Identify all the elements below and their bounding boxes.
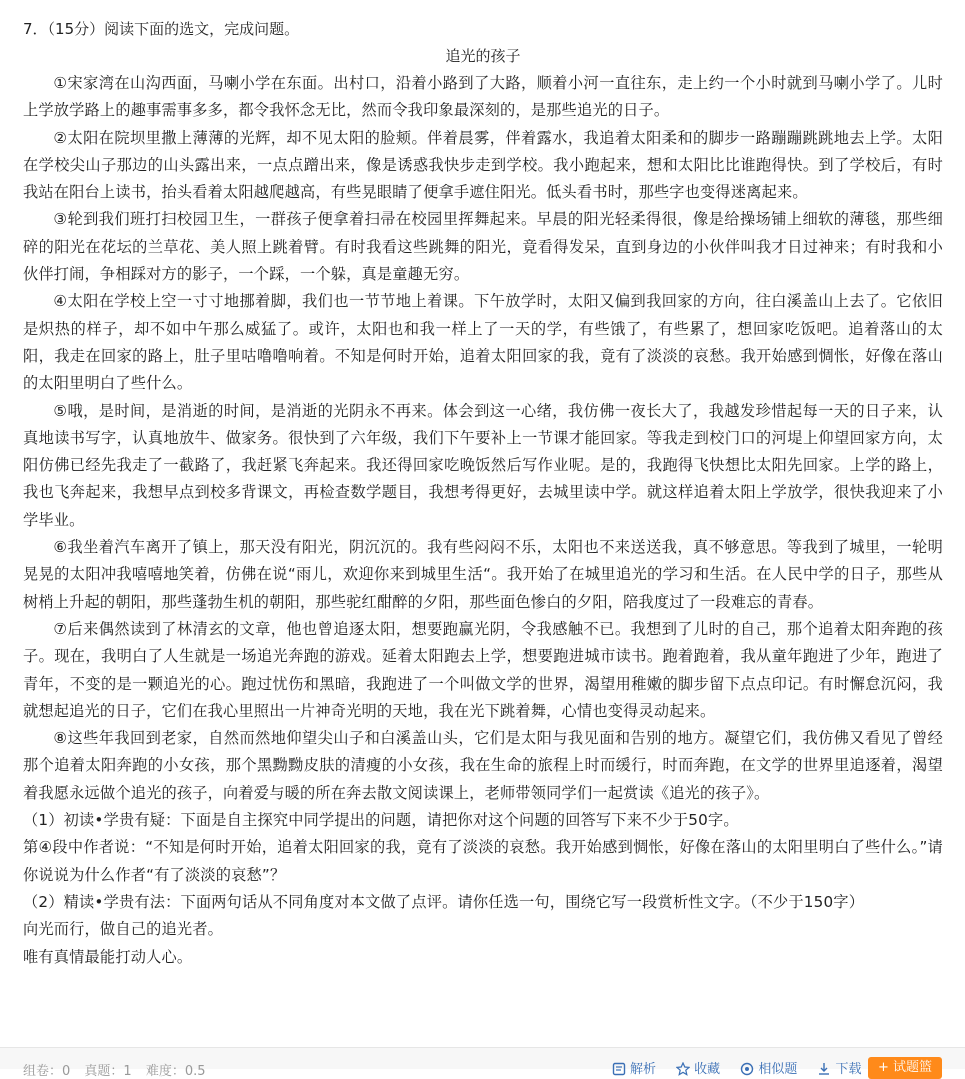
- add-to-basket-button[interactable]: + 试题篮: [868, 1057, 942, 1079]
- similar-icon: [740, 1062, 754, 1076]
- passage-title: 追光的孩子: [445, 47, 521, 65]
- paragraph-3: ③轮到我们班打扫校园卫生，一群孩子便拿着扫帚在校园里挥舞起来。早晨的阳光轻柔得很，像是给操场铺上细软的薄毯，那些细碎的阳光在花坛的兰草花、美人照上跳着臂。有时我看这些跳舞的阳光，竟看得发呆，直到身边的小伙伴叫我才日过神来；有时我和小伙伴打闹，争相踩对方的影子，一个踩，一个躲，真是童趣无穷。: [23, 210, 943, 284]
- paragraph-6: ⑥我坐着汽车离开了镇上，那天没有阳光，阴沉沉的。我有些闷闷不乐，太阳也不来送送我，真不够意思。等我到了城里，一轮明晃晃的太阳冲我嘻嘻地笑着，仿佛在说“雨儿，欢迎你来到城里生活“。我开始了在城里追光的学习和生活。在人民中学的日子，那些从树梢上升起的朝阳，那些蓬勃生机的朝阳，那些驼红酣醉的夕阳，那些面色惨白的夕阳，陪我度过了一段难忘的青春。: [23, 538, 943, 611]
- difficulty: 难度：0.5: [145, 1064, 206, 1079]
- download-label: 下载: [835, 1062, 862, 1077]
- sub-question-1-prompt: （1）初读•学贵有疑：下面是自主探究中同学提出的问题，请把你对这个问题的回答写下来不少于50字。: [23, 811, 739, 830]
- download-icon: [817, 1062, 831, 1076]
- paragraph-5: ⑤哦，是时间，是消逝的时间，是消逝的光阴永不再来。体会到这一心绪，我仿佛一夜长大了，我越发珍惜起每一天的日子来，认真地读书写字，认真地放牛、做家务。很快到了六年级，我们下午要补上一节课才能回家。等我走到校门口的河堤上仰望回家方向，太阳仿佛已经先我走了一截路了，我赶紧飞奔起来。我还得回家吃晚饭然后写作业呢。是的，我跑得飞快想比太阳先回家。上学的路上，我也飞奔起来，我想早点到校多背课文，再检查数学题目，我想考得更好，去城里读中学。就这样追着太阳上学放学，很快我迎来了小学毕业。: [23, 401, 943, 529]
- analysis-icon: [612, 1062, 626, 1076]
- zujuan-count: 组卷：0: [23, 1064, 71, 1079]
- paragraph-4: ④太阳在学校上空一寸寸地挪着脚，我们也一节节地上着课。下午放学时，太阳又偏到我回家的方向，往白溪盖山上去了。它依旧是炽热的样子，却不如中午那么威猛了。或许，太阳也和我一样上了一天的学，有些饿了，有些累了，想回家吃饭吧。追着落山的太阳，我走在回家的路上，肚子里咕噜噜响着。不知是何时开始，追着太阳回家的我，竟有了淡淡的哀愁。我开始感到惆怅，好像在落山的太阳里明白了些什么。: [23, 292, 943, 393]
- question-header: 7．（15分）阅读下面的选文，完成问题。: [23, 20, 300, 38]
- paragraph-2: ②太阳在院坝里撒上薄薄的光辉，却不见太阳的脸颊。伴着晨雾，伴着露水，我追着太阳柔和的脚步一路蹦蹦跳跳地去上学。太阳在学校尖山子那边的山头露出来，一点点蹭出来，像是诱惑我快步走到学校。我小跑起来，想和太阳比比谁跑得快。到了学校后，有时我站在阳台上读书，抬头看着太阳越爬越高，有些晃眼睛了便拿手遮住阳光。低头看书时，那些字也变得迷离起来。: [23, 128, 943, 202]
- sub-question-2-prompt: （2）精读•学贵有法：下面两句话从不同角度对本文做了点评。请你任选一句，围绕它写一段赏析性文字。（不少于150字）: [23, 892, 865, 911]
- question-meta: [23, 1060, 216, 1079]
- question-footer: [0, 1047, 965, 1079]
- zhenti-count: 真题：1: [84, 1064, 132, 1079]
- comment-line-1: 向光而行，做自己的追光者。: [23, 920, 224, 939]
- comment-line-2: 唯有真情最能打动人心。: [23, 947, 193, 966]
- sub-question-1-text: 第④段中作者说：“不知是何时开始，追着太阳回家的我，竟有了淡淡的哀愁。我开始感到惆怅，好像在落山的太阳里明白了些什么。”请你说说为什么作者“有了淡淡的哀愁”？: [23, 838, 943, 884]
- paragraph-8: ⑧这些年我回到老家，自然而然地仰望尖山子和白溪盖山头，它们是太阳与我见面和告别的地方。凝望它们，我仿佛又看见了曾经那个追着太阳奔跑的小女孩，那个黑黝黝皮肤的清瘦的小女孩，我在生命的旅程上时而缓行，时而奔跑，在文学的世界里追逐着，渴望着我愿永远做个追光的孩子，向着爱与暖的所在奔去散文阅读课上，老师带领同学们一起赏读《追光的孩子》。: [23, 729, 943, 802]
- favorite-label: 收藏: [694, 1062, 721, 1077]
- analysis-label: 解析: [630, 1062, 657, 1077]
- paragraph-7: ⑦后来偶然读到了林清玄的文章，他也曾追逐太阳，想要跑赢光阴，令我感触不已。我想到了儿时的自己，那个追着太阳奔跑的孩子。现在，我明白了人生就是一场追光奔跑的游戏。延着太阳跑去上学，想要跑进城市读书。跑着跑着，我从童年跑进了少年，跑进了青年，不变的是一颗追光的心。跑过忧伤和黑暗，我跑进了一个叫做文学的世界，渴望用稚嫩的脚步留下点点印记。有时懈怠沉闷，我就想起追光的日子，它们在我心里照出一片神奇光明的天地，我在光下跳着舞，心情也变得灵动起来。: [23, 619, 943, 720]
- basket-label: 试题篮: [893, 1060, 933, 1075]
- star-icon: [676, 1062, 690, 1076]
- question-document: [23, 16, 943, 971]
- paragraph-1: ①宋家湾在山沟西面，马喇小学在东面。出村口，沿着小路到了大路，顺着小河一直往东，走上约一个小时就到马喇小学了。儿时上学放学路上的趣事需事多多，都令我怀念无比，然而令我印象最深刻的，是那些追光的日子。: [23, 74, 943, 120]
- similar-label: 相似题: [758, 1062, 798, 1077]
